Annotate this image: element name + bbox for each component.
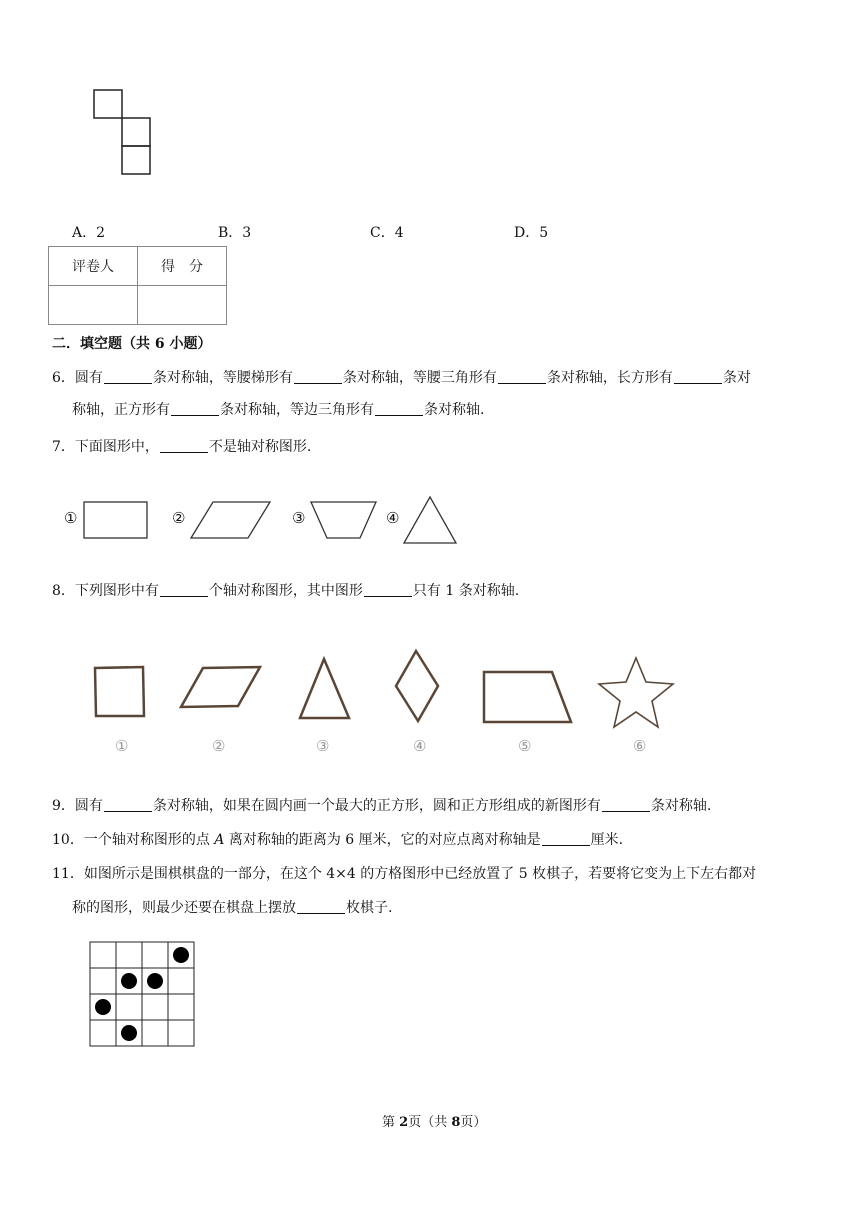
q11-text-3: 枚棋子. xyxy=(346,900,393,916)
q6-number: 6． xyxy=(52,370,75,386)
board-cell xyxy=(116,942,142,968)
q8-parallelogram xyxy=(181,667,260,707)
black-stone xyxy=(173,947,189,963)
q6-text-4: 条对称轴，长方形有 xyxy=(546,370,673,386)
q6-text-1: 圆有 xyxy=(74,370,103,386)
q11-text-2: 称的图形，则最少还要在棋盘上摆放 xyxy=(72,900,296,916)
reviewer-header: 评卷人 xyxy=(49,247,138,286)
q10-number: 10． xyxy=(52,832,84,848)
q9-blank-2[interactable] xyxy=(602,797,650,812)
q7-label-3: ③ xyxy=(292,509,306,527)
q8-label-4: ④ xyxy=(413,737,427,755)
q9-text-1: 圆有 xyxy=(74,798,103,814)
q8-rhombus xyxy=(396,651,438,721)
q7-text-2: 不是轴对称图形. xyxy=(208,439,312,455)
board-cell xyxy=(168,994,194,1020)
board-cell xyxy=(90,942,116,968)
q6-text-8: 条对称轴. xyxy=(424,402,485,418)
footer-text-2: 页（共 xyxy=(408,1115,452,1130)
q9-text-2: 条对称轴，如果在圆内画一个最大的正方形，圆和正方形组成的新图形有 xyxy=(152,798,601,814)
q7-label-1: ① xyxy=(64,509,78,527)
option-b[interactable]: B．3 xyxy=(218,225,252,241)
footer-text-3: 页） xyxy=(460,1115,487,1130)
q10-text-2: 离对称轴的距离为 6 厘米，它的对应点离对称轴是 xyxy=(224,832,541,848)
footer-page-number: 2 xyxy=(399,1115,409,1130)
black-stone xyxy=(121,973,137,989)
option-d[interactable]: D．5 xyxy=(514,225,549,241)
q8-text-2: 个轴对称图形，其中图形 xyxy=(208,583,363,599)
q7-text-1: 下面图形中， xyxy=(74,439,159,455)
board-cell xyxy=(116,994,142,1020)
q7-label-2: ② xyxy=(172,509,186,527)
black-stone xyxy=(147,973,163,989)
board-cell xyxy=(90,1020,116,1046)
q10-text-1: 一个轴对称图形的点 xyxy=(83,832,215,848)
q8-label-5: ⑤ xyxy=(518,737,532,755)
board-cell xyxy=(142,994,168,1020)
q11-text-1: 如图所示是围棋棋盘的一部分，在这个 4×4 的方格图形中已经放置了 5 枚棋子，若要将它变为上下左右都对 xyxy=(83,866,757,882)
option-a[interactable]: A．2 xyxy=(72,225,106,241)
q11-number: 11． xyxy=(52,866,84,882)
question-10 xyxy=(52,829,623,849)
board-cell xyxy=(142,942,168,968)
section-title: 二．填空题（共 6 小题） xyxy=(52,336,212,352)
q6-text-6: 称轴，正方形有 xyxy=(72,402,170,418)
q8-text-1: 下列图形中有 xyxy=(74,583,159,599)
board-cell xyxy=(142,1020,168,1046)
footer-text-1: 第 xyxy=(382,1115,400,1130)
q6-text-7: 条对称轴，等边三角形有 xyxy=(220,402,374,418)
black-stone xyxy=(95,999,111,1015)
q9-text-3: 条对称轴. xyxy=(650,798,712,814)
q7-number: 7． xyxy=(52,439,75,455)
score-header: 得 分 xyxy=(138,247,227,286)
q8-isosceles-triangle xyxy=(300,659,349,718)
page-footer xyxy=(382,1111,486,1130)
q11-blank-1[interactable] xyxy=(297,899,345,914)
q10-text-3: 厘米. xyxy=(590,832,624,848)
q8-star xyxy=(599,658,673,727)
q8-label-3: ③ xyxy=(316,737,330,755)
q8-label-1: ① xyxy=(115,737,129,755)
go-board xyxy=(89,941,195,1047)
q10-blank-1[interactable] xyxy=(542,831,590,846)
q6-text-2: 条对称轴，等腰梯形有 xyxy=(152,370,293,386)
question-11-line-2 xyxy=(72,897,392,917)
q6-text-3: 条对称轴，等腰三角形有 xyxy=(342,370,497,386)
black-stone xyxy=(121,1025,137,1041)
option-c[interactable]: C．4 xyxy=(370,225,404,241)
q9-number: 9． xyxy=(52,798,75,814)
q6-text-5: 条对 xyxy=(722,370,751,386)
board-cell xyxy=(168,1020,194,1046)
q10-point-label: A xyxy=(214,832,225,848)
q8-text-3: 只有 1 条对称轴. xyxy=(412,583,520,599)
q8-label-2: ② xyxy=(212,737,226,755)
q7-label-4: ④ xyxy=(386,509,400,527)
board-cell xyxy=(90,968,116,994)
question-9 xyxy=(52,795,711,815)
q8-square xyxy=(95,667,144,716)
q8-number: 8． xyxy=(52,583,75,599)
q9-blank-1[interactable] xyxy=(104,797,152,812)
footer-total-pages: 8 xyxy=(451,1115,461,1130)
q8-label-6: ⑥ xyxy=(633,737,647,755)
q8-right-trapezoid xyxy=(484,672,571,722)
board-cell xyxy=(168,968,194,994)
question-11-line-1 xyxy=(52,863,756,883)
